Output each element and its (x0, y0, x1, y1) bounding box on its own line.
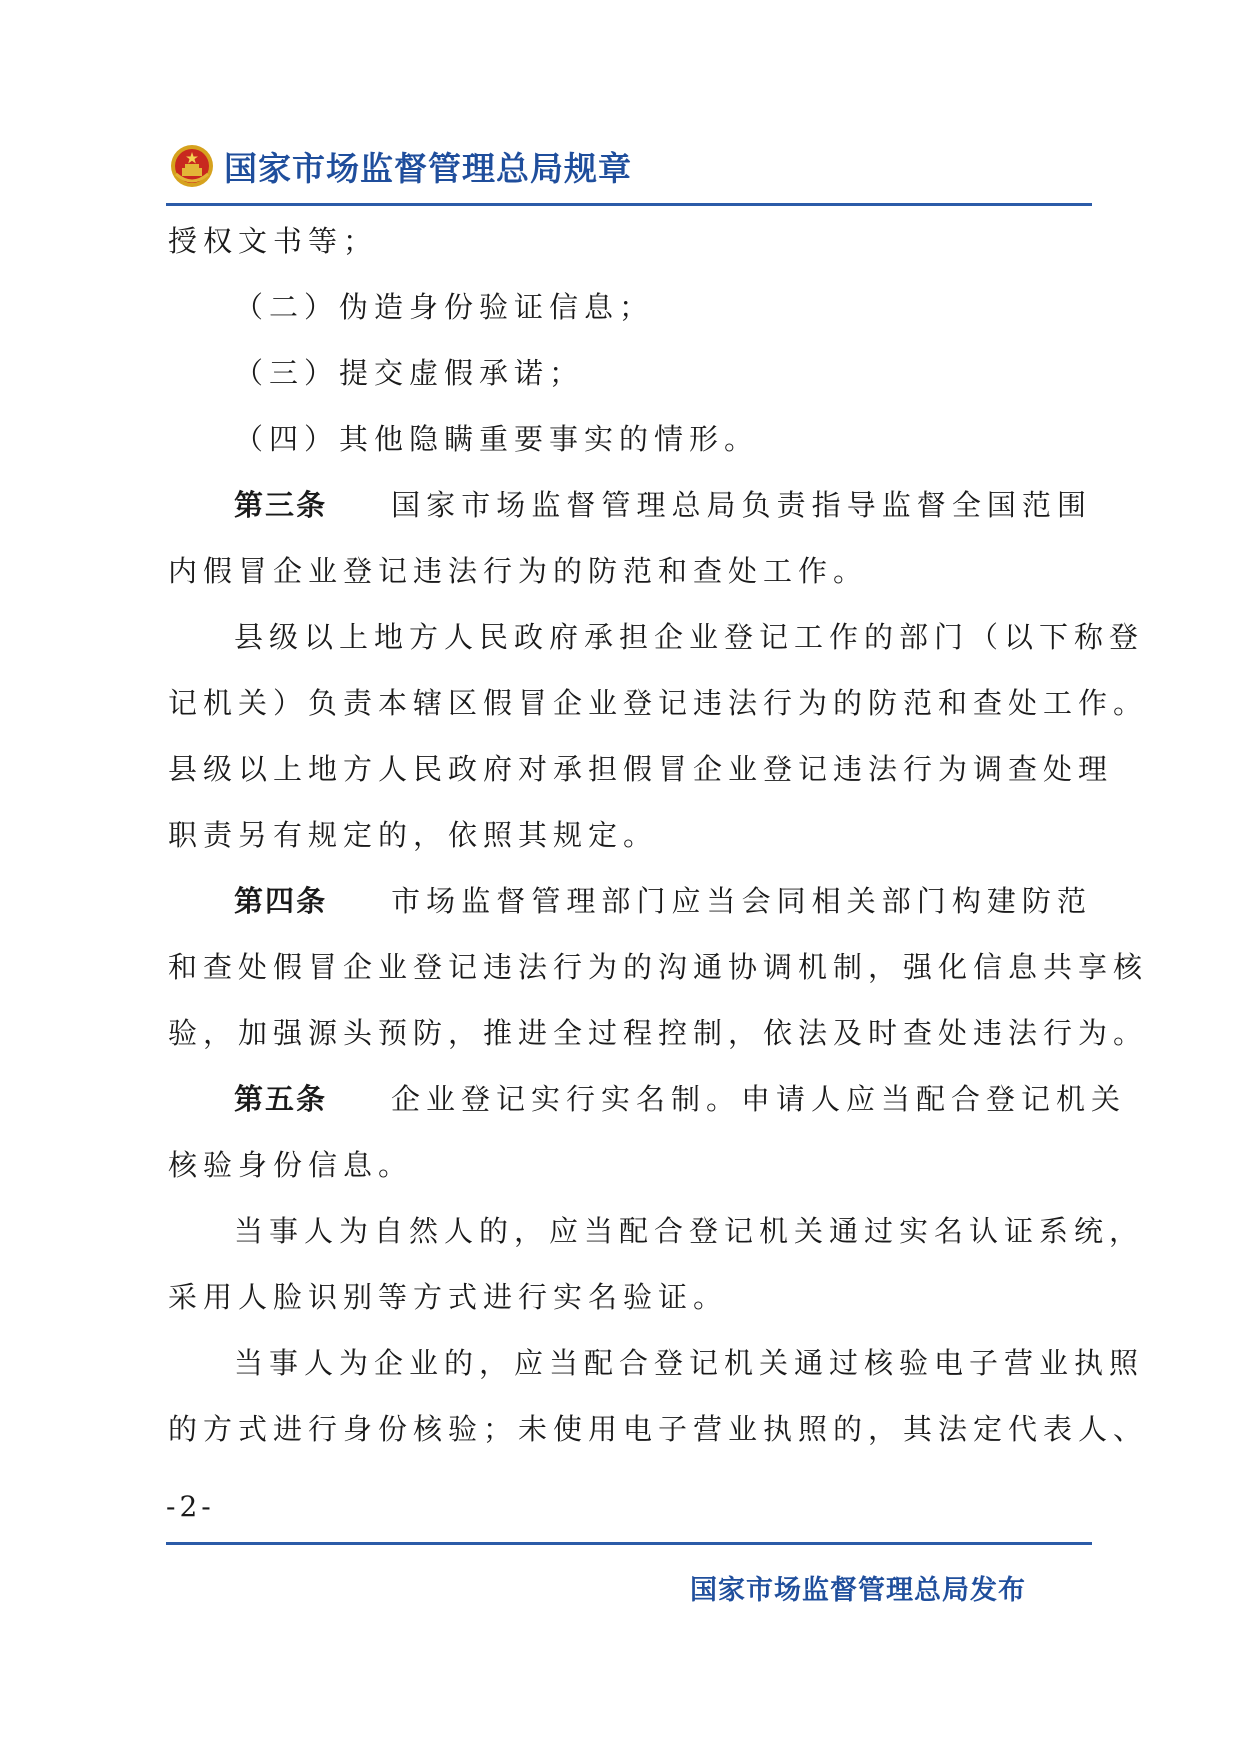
document-body (168, 208, 1149, 1462)
national-emblem-icon (170, 144, 214, 188)
body-line: 县级以上地方人民政府承担企业登记工作的部门（以下称登 (234, 620, 1145, 654)
body-line: 验，加强源头预防，推进全过程控制，依法及时查处违法行为。 (168, 1016, 1149, 1050)
body-line: 县级以上地方人民政府对承担假冒企业登记违法行为调查处理 (168, 752, 1114, 786)
article-label: 第四条 (234, 884, 328, 918)
body-line: 授权文书等； (168, 224, 379, 258)
article-4-line (168, 868, 1092, 934)
footer-divider (166, 1542, 1092, 1545)
body-line: 国家市场监督管理总局负责指导监督全国范围 (391, 488, 1092, 522)
header-divider (166, 203, 1092, 206)
page-number: -2- (166, 1490, 215, 1523)
body-line: （二）伪造身份验证信息； (234, 290, 655, 324)
article-5-line (168, 1066, 1127, 1132)
body-line: 的方式进行身份核验；未使用电子营业执照的，其法定代表人、 (168, 1412, 1149, 1446)
body-line: （四）其他隐瞒重要事实的情形。 (234, 422, 760, 456)
body-line: （三）提交虚假承诺； (234, 356, 585, 390)
body-line: 当事人为企业的，应当配合登记机关通过核验电子营业执照 (234, 1346, 1145, 1380)
header-title: 国家市场监督管理总局规章 (224, 148, 632, 188)
article-3-line (168, 472, 1092, 538)
body-line: 企业登记实行实名制。申请人应当配合登记机关 (391, 1082, 1127, 1116)
body-line: 内假冒企业登记违法行为的防范和查处工作。 (168, 554, 869, 588)
body-line: 采用人脸识别等方式进行实名验证。 (168, 1280, 729, 1314)
footer-publisher: 国家市场监督管理总局发布 (690, 1575, 1026, 1606)
body-line: 当事人为自然人的，应当配合登记机关通过实名认证系统， (234, 1214, 1145, 1248)
body-line: 和查处假冒企业登记违法行为的沟通协调机制，强化信息共享核 (168, 950, 1149, 984)
body-line: 职责另有规定的，依照其规定。 (168, 818, 659, 852)
page-header (170, 140, 632, 192)
article-label: 第三条 (234, 488, 328, 522)
article-label: 第五条 (234, 1082, 328, 1116)
body-line: 市场监督管理部门应当会同相关部门构建防范 (391, 884, 1092, 918)
body-line: 核验身份信息。 (168, 1148, 414, 1182)
body-line: 记机关）负责本辖区假冒企业登记违法行为的防范和查处工作。 (168, 686, 1149, 720)
